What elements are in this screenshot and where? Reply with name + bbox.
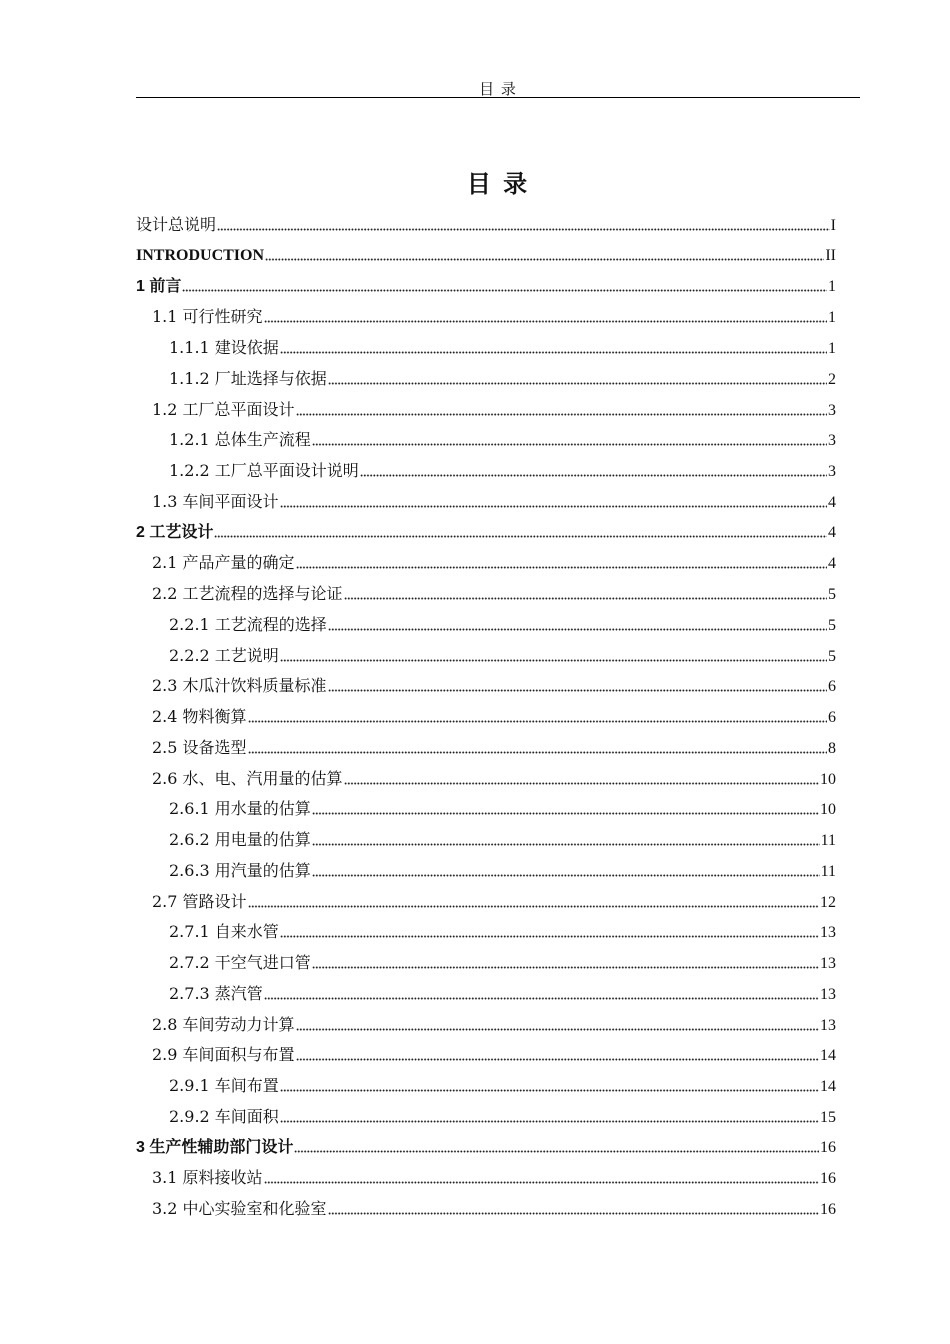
toc-entry-page-number: 2	[828, 370, 836, 388]
toc-entry-label: 1.1.2 厂址选择与依据	[169, 368, 327, 388]
toc-entry[interactable]	[136, 395, 836, 426]
dot-leader	[265, 248, 824, 264]
toc-entry-page-number: 10	[820, 770, 836, 788]
toc-entry[interactable]	[136, 241, 836, 272]
toc-entry-label: 2.7.3 蒸汽管	[169, 983, 263, 1003]
dot-leader	[344, 772, 819, 788]
toc-entry-page-number: 5	[828, 586, 836, 603]
table-of-contents	[136, 210, 836, 1225]
toc-entry-label: 2.6 水、电、汽用量的估算	[152, 768, 343, 788]
toc-entry[interactable]	[136, 794, 836, 825]
toc-entry-page-number: 6	[828, 678, 836, 696]
toc-entry-label: 3.1 原料接收站	[152, 1168, 263, 1188]
toc-entry[interactable]	[136, 456, 836, 487]
dot-leader	[217, 218, 830, 234]
dot-leader	[280, 649, 827, 665]
toc-entry[interactable]	[136, 733, 836, 764]
toc-entry-label: 2 工艺设计	[136, 523, 214, 541]
dot-leader	[280, 1110, 819, 1126]
toc-entry-page-number: 3	[828, 463, 836, 480]
dot-leader	[328, 1202, 819, 1218]
toc-entry[interactable]	[136, 702, 836, 733]
toc-entry-page-number: 1	[828, 340, 836, 357]
toc-entry[interactable]	[136, 1102, 836, 1133]
dot-leader	[264, 310, 827, 326]
toc-entry-label: 2.9.1 车间布置	[169, 1076, 279, 1095]
toc-entry-page-number: II	[825, 246, 836, 264]
toc-entry-page-number: 14	[820, 1047, 836, 1065]
dot-leader	[248, 741, 827, 757]
toc-entry[interactable]	[136, 579, 836, 610]
toc-entry-page-number: 13	[820, 955, 836, 972]
toc-entry-label: 2.4 物料衡算	[152, 707, 247, 726]
toc-entry-label: 2.2 工艺流程的选择与论证	[152, 584, 343, 603]
dot-leader	[312, 864, 820, 880]
toc-entry-label: 2.6.1 用水量的估算	[169, 799, 311, 819]
toc-entry[interactable]	[136, 1133, 836, 1164]
toc-entry-label: 2.7.1 自来水管	[169, 922, 279, 942]
running-header: 目 录	[479, 80, 517, 98]
dot-leader	[248, 710, 827, 726]
toc-entry-label: 2.7 管路设计	[152, 891, 247, 911]
toc-entry[interactable]	[136, 364, 836, 395]
dot-leader	[294, 1140, 819, 1156]
toc-entry[interactable]	[136, 887, 836, 918]
dot-leader	[296, 556, 827, 572]
toc-entry-page-number: 8	[828, 739, 836, 757]
toc-entry[interactable]	[136, 333, 836, 364]
dot-leader	[280, 495, 827, 511]
dot-leader	[360, 464, 827, 480]
toc-entry-label: INTRODUCTION	[136, 246, 265, 264]
toc-entry-page-number: 11	[820, 832, 836, 849]
toc-entry-label: 2.6.3 用汽量的估算	[169, 860, 311, 880]
toc-entry-label: 2.8 车间劳动力计算	[152, 1014, 295, 1034]
toc-entry[interactable]	[136, 548, 836, 579]
dot-leader	[296, 1018, 819, 1034]
toc-entry[interactable]	[136, 272, 836, 303]
toc-entry[interactable]	[136, 948, 836, 979]
toc-entry-label: 1 前言	[136, 277, 182, 295]
toc-entry-page-number: 4	[828, 493, 836, 511]
toc-entry[interactable]	[136, 425, 836, 456]
toc-entry-page-number: 4	[828, 555, 836, 573]
toc-entry[interactable]	[136, 1040, 836, 1071]
dot-leader	[312, 833, 820, 849]
toc-entry-label: 1.3 车间平面设计	[152, 491, 279, 511]
dot-leader	[214, 525, 827, 541]
toc-entry-label: 1.1 可行性研究	[152, 307, 263, 327]
dot-leader	[296, 1048, 819, 1064]
toc-entry-page-number: 3	[828, 432, 836, 450]
toc-entry-label: 2.7.2 干空气进口管	[169, 953, 311, 972]
dot-leader	[280, 925, 819, 941]
toc-entry-label: 3 生产性辅助部门设计	[136, 1138, 294, 1156]
toc-entry-label: 3.2 中心实验室和化验室	[152, 1199, 327, 1218]
toc-entry-page-number: 5	[828, 616, 836, 634]
toc-entry-label: 1.2.1 总体生产流程	[169, 430, 311, 450]
toc-entry-page-number: I	[830, 217, 836, 234]
toc-entry[interactable]	[136, 1194, 836, 1225]
toc-entry[interactable]	[136, 610, 836, 641]
toc-entry[interactable]	[136, 1071, 836, 1102]
toc-entry-label: 2.2.1 工艺流程的选择	[169, 614, 327, 634]
toc-entry-label: 1.2 工厂总平面设计	[152, 399, 295, 419]
toc-entry-label: 2.6.2 用电量的估算	[169, 830, 311, 849]
toc-entry-label: 2.3 木瓜汁饮料质量标准	[152, 676, 327, 696]
toc-entry-page-number: 13	[820, 924, 836, 942]
toc-entry-label: 1.2.2 工厂总平面设计说明	[169, 461, 359, 480]
dot-leader	[344, 587, 827, 603]
toc-entry[interactable]	[136, 671, 836, 702]
toc-entry[interactable]	[136, 856, 836, 887]
dot-leader	[264, 987, 819, 1003]
toc-entry-label: 设计总说明	[136, 215, 217, 234]
toc-entry[interactable]	[136, 1163, 836, 1194]
toc-entry-page-number: 13	[820, 1016, 836, 1034]
toc-entry-page-number: 16	[820, 1170, 836, 1188]
dot-leader	[328, 618, 827, 634]
toc-entry[interactable]	[136, 302, 836, 333]
dot-leader	[280, 1079, 819, 1095]
header-rule	[136, 97, 860, 98]
toc-entry-page-number: 13	[820, 985, 836, 1003]
dot-leader	[248, 895, 819, 911]
toc-entry-label: 2.2.2 工艺说明	[169, 645, 279, 665]
dot-leader	[280, 341, 827, 357]
toc-entry[interactable]	[136, 1010, 836, 1041]
toc-entry-page-number: 3	[828, 401, 836, 419]
dot-leader	[312, 433, 827, 449]
toc-entry-page-number: 5	[828, 647, 836, 665]
toc-entry-page-number: 10	[820, 801, 836, 819]
page-title: 目 录	[466, 170, 530, 198]
toc-entry-label: 2.5 设备选型	[152, 737, 247, 757]
toc-entry[interactable]	[136, 210, 836, 241]
toc-entry[interactable]	[136, 641, 836, 672]
toc-entry-label: 2.9 车间面积与布置	[152, 1045, 295, 1065]
toc-entry[interactable]	[136, 518, 836, 549]
dot-leader	[312, 802, 819, 818]
dot-leader	[264, 1171, 819, 1187]
toc-entry-page-number: 11	[820, 862, 836, 880]
toc-entry[interactable]	[136, 917, 836, 948]
toc-entry-label: 2.9.2 车间面积	[169, 1106, 279, 1126]
toc-entry-page-number: 16	[820, 1201, 836, 1218]
toc-entry-page-number: 14	[820, 1078, 836, 1095]
dot-leader	[296, 403, 827, 419]
dot-leader	[328, 372, 827, 388]
toc-entry-page-number: 15	[820, 1108, 836, 1126]
dot-leader	[328, 679, 827, 695]
toc-entry-page-number: 16	[820, 1138, 836, 1156]
toc-entry[interactable]	[136, 487, 836, 518]
toc-entry-label: 2.1 产品产量的确定	[152, 553, 295, 573]
dot-leader	[312, 956, 819, 972]
toc-entry-page-number: 1	[828, 309, 836, 327]
toc-entry-page-number: 12	[820, 893, 836, 911]
toc-entry-page-number: 4	[828, 523, 836, 541]
toc-entry-page-number: 6	[828, 709, 836, 726]
toc-entry[interactable]	[136, 764, 836, 795]
dot-leader	[182, 279, 827, 295]
toc-entry[interactable]	[136, 825, 836, 856]
toc-entry-page-number: 1	[828, 277, 836, 295]
toc-entry-label: 1.1.1 建设依据	[169, 338, 279, 357]
toc-entry[interactable]	[136, 979, 836, 1010]
